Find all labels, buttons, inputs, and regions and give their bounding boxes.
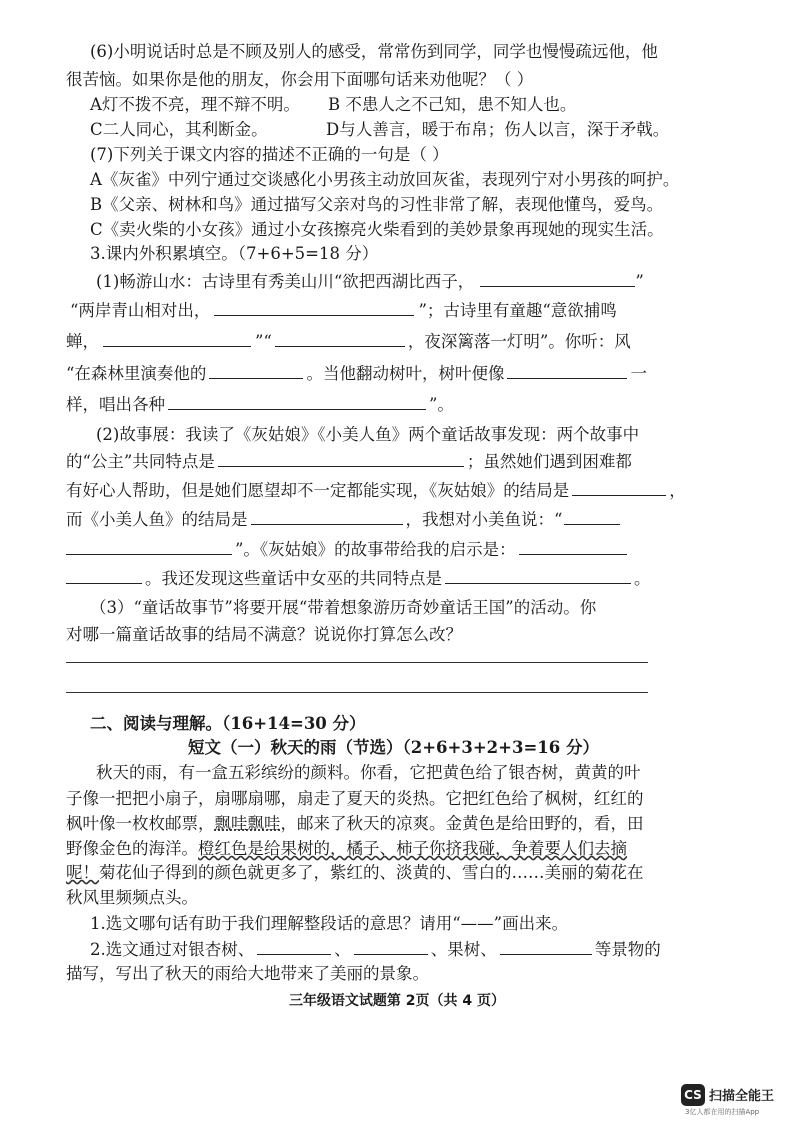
- q6-option-d: D与人善言，暖于布帛；伤人以言，深于矛戟。: [326, 120, 670, 139]
- camscanner-logo-icon: CS: [681, 1084, 705, 1106]
- answer-line[interactable]: [66, 692, 648, 693]
- answer-blank[interactable]: [500, 939, 592, 955]
- passage-q2b: 、: [334, 940, 351, 959]
- s3-p2-line6a: 。我还发现这些童话中女巫的共同特点是: [145, 569, 442, 588]
- answer-blank[interactable]: [251, 509, 403, 525]
- s3-p1-line5b: ”。: [429, 395, 454, 414]
- answer-blank[interactable]: [257, 939, 331, 955]
- answer-blank[interactable]: [66, 539, 232, 555]
- s3-p2-line4b: ，我想对小美鱼说：“: [405, 510, 563, 529]
- passage-question1: 1.选文哪句话有助于我们理解整段话的意思？请用“——”画出来。: [90, 914, 569, 933]
- passage-line3a: 枫叶像一枚枚邮票，: [66, 814, 215, 833]
- passage-line2: 子像一把把小扇子，扇哪扇哪，扇走了夏天的炎热。它把红色给了枫树，红红的: [66, 789, 644, 808]
- s3-p1-line2a: “两岸青山相对出，: [70, 301, 211, 320]
- s3-p1-line4b: 。当他翻动树叶，树叶便像: [306, 364, 505, 383]
- answer-blank[interactable]: [564, 509, 620, 525]
- q6-stem-line2: 很苦恼。如果你是他的朋友，你会用下面哪句话来劝他呢？（ ）: [66, 70, 534, 89]
- passage-q2a: 2.选文通过对银杏树、: [90, 940, 255, 959]
- s3-p2-line4a: 而《小美人鱼》的结局是: [66, 510, 248, 529]
- passage-line3: [66, 812, 644, 836]
- s3-p1-line2b: ”；古诗里有童趣“意欲捕鸣: [418, 301, 617, 320]
- passage-line4: [66, 837, 627, 861]
- section3-title: 3.课内外积累填空。（7+6+5=18 分）: [90, 244, 379, 263]
- s3-p1-line1: [96, 270, 644, 294]
- s3-p2-line3: [66, 479, 686, 503]
- passage-line3b: 飘哇飘哇: [214, 814, 281, 833]
- q6-option-c: C二人同心，其利断金。: [90, 120, 268, 139]
- passage-line1: 秋天的雨，有一盒五彩缤纷的颜料。你看，它把黄色给了银杏树，黄黄的叶: [96, 763, 641, 782]
- s3-p1-line3a: 蝉，: [66, 332, 99, 351]
- q7-stem: (7)下列关于课文内容的描述不正确的一句是（ ）: [90, 145, 449, 164]
- s3-p1-line3: [66, 330, 631, 354]
- passage-question2: [90, 938, 661, 962]
- s3-p3-line1: （3）“童话故事节”将要开展“带着想象游历奇妙童话王国”的活动。你: [90, 598, 597, 617]
- s3-p1-line1-text: (1)畅游山水：古诗里有秀美山川“欲把西湖比西子，: [96, 272, 475, 291]
- passage-line5a: 呢！: [66, 863, 99, 882]
- s3-p1-line4c: 一: [630, 364, 647, 383]
- q7-option-a: A《灰雀》中列宁通过交谈感化小男孩主动放回灰雀，表现列宁对小男孩的呵护。: [90, 170, 680, 189]
- watermark-subtitle: 3亿人都在用的扫描App: [685, 1108, 760, 1116]
- answer-blank[interactable]: [275, 331, 405, 347]
- s3-p1-line1-end: ”: [635, 272, 644, 291]
- s3-p1-line5: [66, 393, 454, 417]
- s3-p1-line5a: 样，唱出各种: [66, 395, 165, 414]
- s3-p1-line2: [70, 299, 617, 323]
- q6-option-b: B 不患人之不己知，患不知人也。: [328, 95, 577, 114]
- answer-blank[interactable]: [214, 300, 414, 316]
- answer-blank[interactable]: [572, 480, 666, 496]
- page-footer: 三年级语文试题第 2页（共 4 页）: [288, 993, 506, 1009]
- passage-line6: 秋风里频频点头。: [66, 888, 198, 907]
- passage-line4b: 橙红色是给果树的，橘子、柿子你挤我碰，争着要人们去摘: [198, 839, 627, 858]
- passage-line5: [66, 861, 644, 885]
- s3-p2-line3b: ，: [669, 481, 686, 500]
- answer-blank[interactable]: [480, 271, 635, 287]
- q6-option-a: A灯不拨不亮，理不辩不明。: [90, 95, 300, 114]
- s3-p2-line2b: ；虽然她们遇到困难都: [466, 452, 632, 471]
- answer-blank[interactable]: [66, 568, 142, 584]
- passage-line5b: 菊花仙子得到的颜色就更多了，紫红的、淡黄的、雪白的……美丽的菊花在: [99, 863, 644, 882]
- q7-option-b: B《父亲、树林和鸟》通过描写父亲对鸟的习性非常了解，表现他懂鸟，爱鸟。: [90, 195, 664, 214]
- passage-question2-cont: 描写，写出了秋天的雨给大地带来了美丽的景象。: [66, 964, 429, 983]
- watermark-name: 扫描全能王: [709, 1089, 775, 1104]
- s3-p2-line6b: 。: [634, 569, 651, 588]
- s3-p2-line5: [66, 538, 627, 562]
- s3-p2-line3a: 有好心人帮助，但是她们愿望却不一定都能实现，《灰姑娘》的结局是: [66, 481, 570, 500]
- answer-blank[interactable]: [209, 363, 303, 379]
- scanner-watermark: [681, 1084, 791, 1116]
- passage-q2d: 等景物的: [594, 940, 661, 959]
- passage-line4a: 野像金色的海洋。: [66, 839, 198, 858]
- passage-line3c: ，邮来了秋天的凉爽。金黄色是给田野的，看，田: [280, 814, 644, 833]
- s3-p3-line2: 对哪一篇童话故事的结局不满意？说说你打算怎么改？: [66, 625, 462, 644]
- passage-q2c: 、果树、: [430, 940, 497, 959]
- s3-p1-line4a: “在森林里演奏他的: [66, 364, 207, 383]
- s3-p1-line3b: ”“: [255, 332, 272, 351]
- s3-p2-line4: [66, 508, 620, 532]
- answer-blank[interactable]: [103, 331, 251, 347]
- part2-heading: 二、阅读与理解。（16+14=30 分）: [90, 714, 366, 733]
- q6-stem-line1: (6)小明说话时总是不顾及别人的感受，常常伤到同学，同学也慢慢疏远他，他: [90, 42, 658, 61]
- s3-p1-line3c: ，夜深篱落一灯明”。你听：风: [407, 332, 631, 351]
- passage-subtitle: 短文（一）秋天的雨（节选）（2+6+3+2+3=16 分）: [188, 738, 599, 757]
- answer-blank[interactable]: [354, 939, 428, 955]
- q7-option-c: C《卖火柴的小女孩》通过小女孩擦亮火柴看到的美妙景象再现她的现实生活。: [90, 220, 664, 239]
- answer-blank[interactable]: [218, 451, 464, 467]
- answer-blank[interactable]: [168, 394, 426, 410]
- s3-p2-line6: [66, 567, 651, 591]
- s3-p1-line4: [66, 362, 647, 386]
- s3-p2-line1: (2)故事展：我读了《灰姑娘》《小美人鱼》两个童话故事发现：两个故事中: [96, 425, 640, 444]
- answer-blank[interactable]: [519, 539, 627, 555]
- answer-line[interactable]: [66, 662, 648, 663]
- answer-blank[interactable]: [507, 363, 627, 379]
- s3-p2-line5a: ”。《灰姑娘》的故事带给我的启示是：: [235, 540, 516, 559]
- s3-p2-line2a: 的“公主”共同特点是: [66, 452, 215, 471]
- s3-p2-line2: [66, 450, 632, 474]
- answer-blank[interactable]: [445, 568, 631, 584]
